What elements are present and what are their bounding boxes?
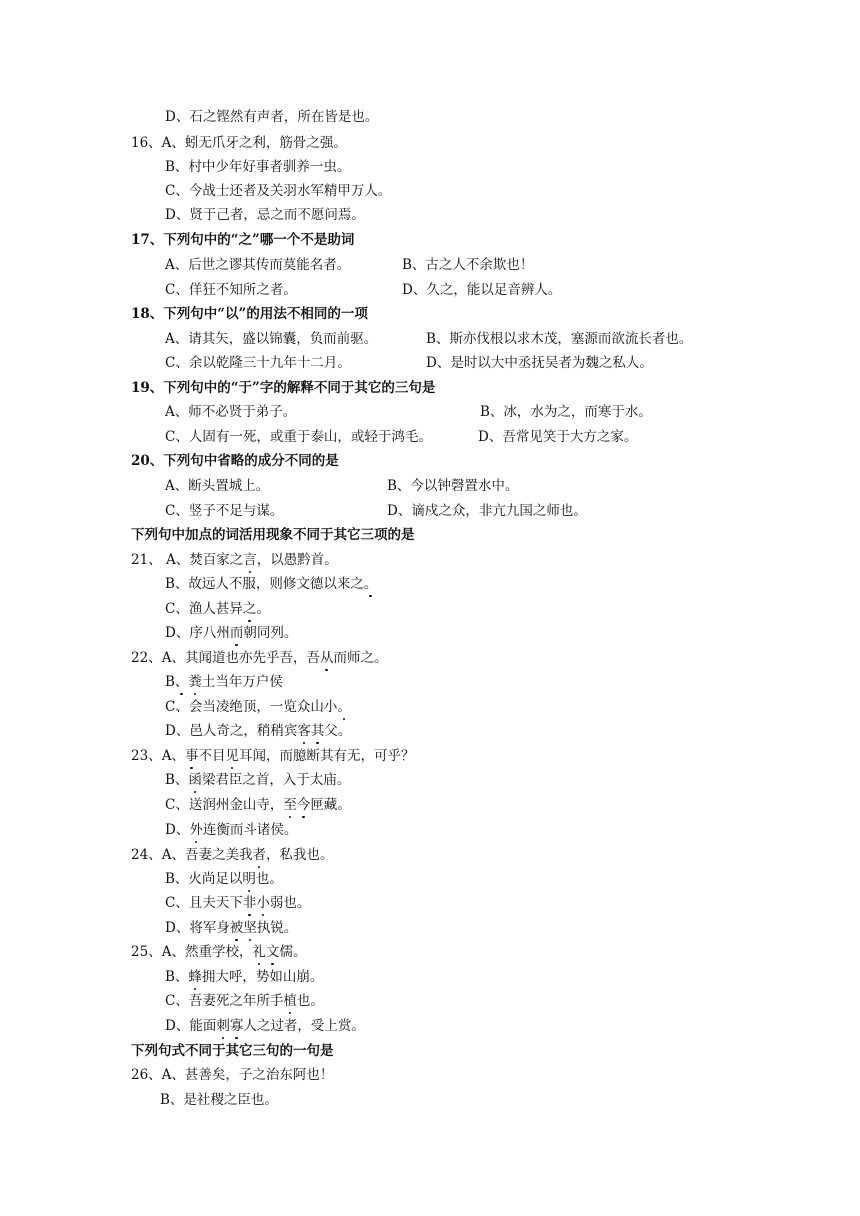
option-b-d: D、久之，能以足音辨人。 [402, 282, 562, 298]
option-a-c: C、人固有一死，或重于泰山，或轻于鸿毛。 [165, 429, 432, 445]
question-heading: 17、下列句中的“之”哪一个不是助词 [131, 232, 355, 248]
text-line: 26、A、甚善矣，子之治东阿也！ [131, 1067, 334, 1083]
question-heading: 下列句式不同于其它三句的一句是 [131, 1043, 334, 1059]
text-line: C、送润州金山寺，至今匣藏。 [165, 797, 351, 813]
text-line: D、将军身被坚执锐。 [165, 920, 298, 936]
text-line: C、今战士还者及关羽水军精甲万人。 [165, 183, 392, 199]
text-line: C、会当凌绝顶，一览众山小。 [165, 699, 351, 715]
text-line: B、故远人不服，则修文德以来之。 [165, 576, 378, 592]
question-heading: 20、下列句中省略的成分不同的是 [131, 453, 339, 469]
option-b-d: B、冰，水为之，而寒于水。 [480, 404, 652, 420]
text-line: D、序八州而朝同列。 [165, 625, 298, 641]
text-line: B、函梁君臣之首，入于太庙。 [165, 772, 351, 788]
text-line: D、贤于己者，忌之而不愿问焉。 [165, 207, 365, 223]
text-line: B、粪土当年万户侯 [165, 674, 283, 690]
text-line: D、能面刺寡人之过者，受上赏。 [165, 1018, 365, 1034]
text-line: C、渔人甚异之。 [165, 601, 270, 617]
text-line: B、村中少年好事者驯养一虫。 [165, 159, 351, 175]
option-a-c: C、余以乾隆三十九年十二月。 [165, 355, 351, 371]
option-a-c: A、请其矢，盛以锦囊，负而前驱。 [165, 331, 378, 347]
text-line: D、邑人奇之，稍稍宾客其父。 [165, 723, 352, 739]
text-line: 23、A、事不目见耳闻，而臆断其有无，可乎？ [131, 748, 415, 764]
text-line: B、火尚足以明也。 [165, 871, 283, 887]
text-line: 22、A、其闻道也亦先乎吾，吾从而师之。 [131, 650, 388, 666]
text-line: C、吾妻死之年所手植也。 [165, 993, 324, 1009]
text-line: B、是社稷之臣也。 [160, 1092, 278, 1108]
option-b-d: D、是时以大中丞抚吴者为魏之私人。 [426, 355, 653, 371]
option-a-c: A、后世之谬其传而莫能名者。 [165, 257, 351, 273]
option-a-c: C、竖子不足与谋。 [165, 503, 284, 519]
text-line: C、且夫天下非小弱也。 [165, 895, 311, 911]
text-line: 25、A、然重学校，礼文儒。 [131, 944, 307, 960]
option-b-d: B、今以钟磬置水中。 [387, 478, 519, 494]
text-line: D、外连衡而斗诸侯。 [165, 822, 298, 838]
question-heading: 18、下列句中“以”的用法不相同的一项 [131, 306, 368, 322]
option-a-c: A、师不必贤于弟子。 [165, 404, 297, 420]
option-b-d: D、谪戍之众，非亢九国之师也。 [387, 503, 587, 519]
option-b-d: D、吾常见笑于大方之家。 [478, 429, 638, 445]
text-line: D、石之铿然有声者，所在皆是也。 [165, 109, 379, 125]
text-line: 16、A、蚓无爪牙之利，筋骨之强。 [131, 135, 347, 151]
text-line: B、蜂拥大呼，势如山崩。 [165, 969, 324, 985]
question-heading: 下列句中加点的词活用现象不同于其它三项的是 [131, 527, 415, 543]
option-a-c: C、佯狂不知所之者。 [165, 282, 297, 298]
text-line: 24、A、吾妻之美我者，私我也。 [131, 847, 334, 863]
option-b-d: B、古之人不余欺也！ [402, 257, 534, 273]
option-a-c: A、断头置城上。 [165, 478, 270, 494]
text-line: 21、 A、焚百家之言，以愚黔首。 [131, 552, 338, 568]
question-heading: 19、下列句中的“于”字的解释不同于其它的三句是 [131, 380, 436, 396]
option-b-d: B、斯亦伐根以求木茂，塞源而欲流长者也。 [426, 331, 693, 347]
